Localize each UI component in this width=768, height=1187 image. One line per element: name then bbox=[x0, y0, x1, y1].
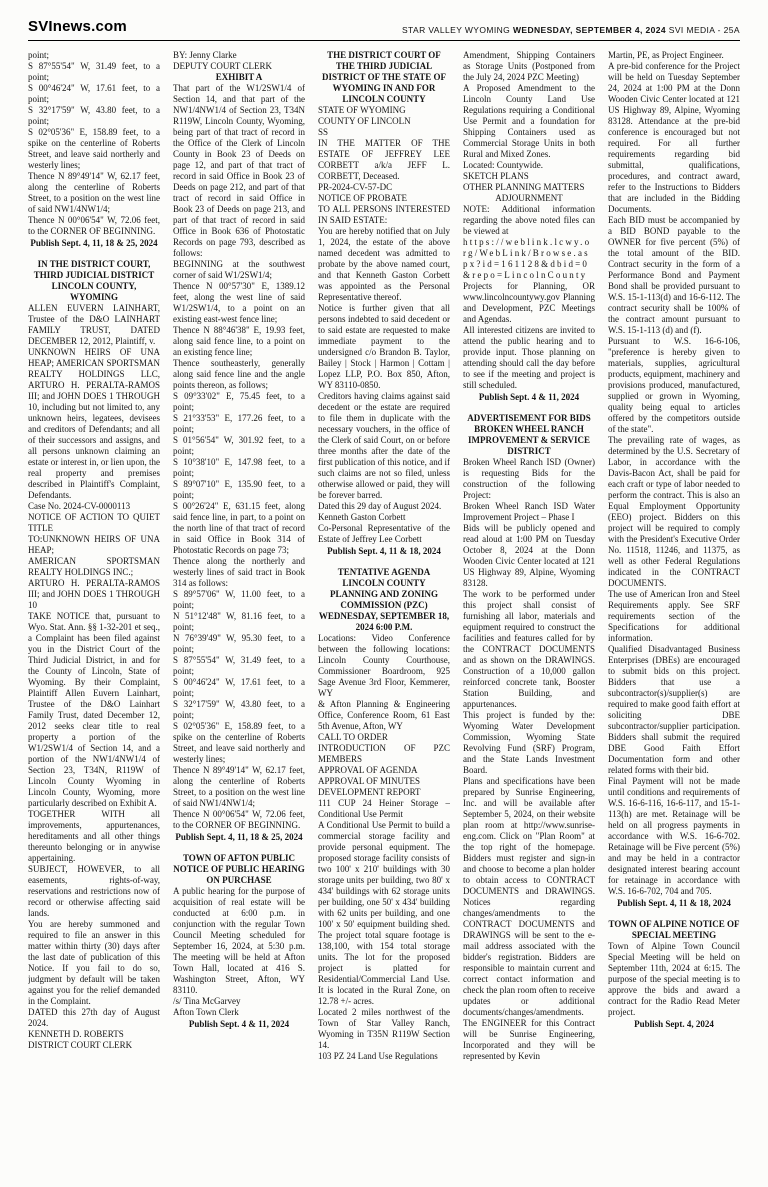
notice-paragraph: UNKNOWN HEIRS OF UNA HEAP; AMERICAN SPORTSMAN REALTY HOLDINGS LLC, ARTURO H. PERALTA-RAMOS III; and JOHN DOES 1 THROUGH 10, including but not limited to, any unknown heirs, legatees, devisees and creditors of Defendants; and all of their successors and assigns, and all persons unknown claiming an estate or interest in, or lien upon, the real property and premises described in Plaintiff's Complaint, Defendants. bbox=[28, 347, 160, 500]
notice-paragraph: N 51°12'48" W, 81.16 feet, to a point; bbox=[173, 611, 305, 632]
publish-line: Publish Sept. 4 & 11, 2024 bbox=[188, 1019, 290, 1029]
notice-heading: TENTATIVE AGENDA LINCOLN COUNTY PLANNING AND ZONING COMMISSION (PZC) WEDNESDAY, SEPTEMBER 18, 2024 6:00 P.M. bbox=[318, 567, 450, 632]
notice-paragraph: S 00°46'24" W, 17.61 feet, to a point; bbox=[28, 83, 160, 104]
notice-paragraph: S 87°55'54" W, 31.49 feet, to a point; bbox=[173, 655, 305, 676]
notice-paragraph: DEVELOPMENT REPORT bbox=[318, 787, 421, 797]
notice-paragraph: S 01°56'54" W, 301.92 feet, to a point; bbox=[173, 435, 305, 456]
notice-paragraph: BEGINNING at the southwest corner of said W1/2SW1/4; bbox=[173, 259, 305, 280]
notice-paragraph: You are hereby summoned and required to file an answer in this matter within thirty (30) days after the last date of publication of this Notice. If you fail to do so, judgment by default will be taken against you for the relief demanded in the Complaint. bbox=[28, 919, 160, 1006]
notice-paragraph: SKETCH PLANS bbox=[463, 171, 529, 181]
notice-paragraph: Thence N 89°49'14" W, 62.17 feet, along the centerline of Roberts Street, to a position on the west line of said NW1/4NW1/4; bbox=[173, 765, 305, 808]
notice-paragraph: Amendment, Shipping Containers as Storage Units (Postponed from the July 24, 2024 PZC Meeting) bbox=[463, 50, 595, 82]
notice-paragraph: INTRODUCTION OF PZC MEMBERS bbox=[318, 743, 450, 764]
notice-paragraph: Projects for Planning, OR www.lincolncountywy.gov Planning and Development, PZC Meetings and Agendas. bbox=[463, 281, 595, 324]
notice-paragraph: Broken Wheel Ranch ISD (Owner) is requesting Bids for the construction of the following Project: bbox=[463, 457, 595, 500]
notice-paragraph: Each BID must be accompanied by a BID BOND payable to the OWNER for five percent (5%) of the total amount of the BID. Contract security in the form of a Performance Bond and Payment Bond shall be provided pursuant to W.S. 15-1-113(d) and 16-6-112. The contract security shall be 100% of the contract amount pursuant to W.S. 15-1-113 (d) and (f). bbox=[608, 215, 740, 335]
notice-paragraph: Pursuant to W.S. 16-6-106, "preference is hereby given to materials, supplies, agricultural products, equipment, machinery and provisions produced, manufactured, supplied or grown in Wyoming, quality being equal to articles offered by the competitors outside of the state". bbox=[608, 336, 740, 434]
legal-notices-section bbox=[0, 41, 768, 1182]
notice-paragraph: Plans and specifications have been prepared by Sunrise Engineering, Inc. and will be available after September 5, 2024, on their website plan room at http://www.sunrise-eng.com. Click on "Plan Room" at the top right of the homepage. Bidders must register and sign-in and choose to become a plan holder to obtain access to CONTRACT DOCUMENTS and DRAWINGS. Notices regarding changes/amendments to the CONTRACT DOCUMENTS and DRAWINGS will be sent to the e-mail address associated with the bidder's registration. Bidders are responsible to maintain current and correct contact information and check the plan room often to receive updates or additional documents/changes/amendments. The ENGINEER for this Contract will be Sunrise Engineering, Incorporated and they will be represented by Kevin bbox=[463, 776, 595, 1061]
notice-paragraph: The use of American Iron and Steel Requirements apply. See SRF requirements section of the Specifications for additional information. bbox=[608, 589, 740, 643]
notice-paragraph: ALLEN EUVERN LAINHART, Trustee of the D&O LAINHART FAMILY TRUST, DATED DECEMBER 12, 2012, Plaintiff, v. bbox=[28, 303, 160, 346]
notice-paragraph: KENNETH D. ROBERTS bbox=[28, 1029, 124, 1039]
notice-paragraph: Case No. 2024-CV-0000113 bbox=[28, 501, 131, 511]
notice-paragraph: A Proposed Amendment to the Lincoln County Land Use Regulations requiring a Conditional Use Permit and a foundation for Shipping Containers used as Commercial Storage Units in both Rural and Mixed Zones. bbox=[463, 83, 595, 159]
notice-paragraph: S 89°57'06" W, 11.00 feet, to a point; bbox=[173, 589, 305, 610]
notice-subheading: EXHIBIT A bbox=[215, 72, 263, 82]
notice-paragraph: That part of the W1/2SW1/4 of Section 14, and that part of the NW1/4NW1/4 of Section 23, T34N R119W, Lincoln County, Wyoming, being part of that tract of record in the Office of the Clerk of Lincoln County in Book 23 of Deeds on page 12, and part of that tract of record in said Office in Book 23 of Deeds on page 212, and part of that tract of record in said Office in Book 23 of Deeds on page 213, and part of that tract of record in said Office in Book 636 of Photostatic Records on page 793, described as follows: bbox=[173, 83, 305, 258]
notice-paragraph: A public hearing for the purpose of acquisition of real estate will be conducted at 6:00 p.m. in conjunction with the regular Town Council Meeting scheduled for September 16, 2024, at 5:30 p.m. The meeting will be held at Afton Town Hall, located at 416 S. Washington Street, Afton, WY 83110. bbox=[173, 886, 305, 995]
notice-paragraph: TOGETHER WITH all improvements, appurtenances, hereditaments and all other things thereunto belonging or in anywise appertaining. bbox=[28, 809, 160, 863]
notice-heading: ADVERTISEMENT FOR BIDS BROKEN WHEEL RANCH IMPROVEMENT & SERVICE DISTRICT bbox=[467, 413, 591, 456]
notice-paragraph: Dated this 29 day of August 2024. bbox=[318, 501, 442, 511]
masthead bbox=[0, 0, 768, 40]
news-column-4 bbox=[463, 50, 595, 1172]
notice-paragraph: ARTURO H. PERALTA-RAMOS III; and JOHN DOES 1 THROUGH 10 bbox=[28, 578, 160, 610]
news-column-3 bbox=[318, 50, 450, 1172]
notice-paragraph: DATED this 27th day of August 2024. bbox=[28, 1007, 160, 1028]
notice-paragraph: NOTICE OF ACTION TO QUIET TITLE bbox=[28, 512, 160, 533]
notice-heading: IN THE DISTRICT COURT, THIRD JUDICIAL DISTRICT LINCOLN COUNTY, WYOMING bbox=[33, 259, 155, 302]
notice-paragraph: PR-2024-CV-57-DC bbox=[318, 182, 393, 192]
notice-paragraph: Co-Personal Representative of the Estate of Jeffrey Lee Corbett bbox=[318, 523, 450, 544]
notice-paragraph: N 76°39'49" W, 95.30 feet, to a point; bbox=[173, 633, 305, 654]
notice-paragraph: A pre-bid conference for the Project will be held on Tuesday September 24, 2024 at 1:00 PM at the Donn Wooden Civic Center located at 121 US Highway 89, Alpine, Wyoming 83128. Attendance at the pre-bid conference is encouraged but not required. For all further requirements regarding bid submittal, qualifications, procedures, and contract award, refer to the Instructions to Bidders that are included in the Bidding Documents. bbox=[608, 61, 740, 214]
notice-paragraph: OTHER PLANNING MATTERS bbox=[463, 182, 585, 192]
notice-paragraph: You are hereby notified that on July 1, 2024, the estate of the above named decedent was admitted to probate by the above named court, and that Kenneth Gaston Corbett was appointed as the Personal Representative thereof. bbox=[318, 226, 450, 302]
notice-paragraph: Locations: Video Conference between the following locations: Lincoln County Courthouse, Commissioner Boardroom, 925 Sage Avenue 3rd Floor, Kemmerer, WY bbox=[318, 633, 450, 698]
notice-paragraph: S 32°17'59" W, 43.80 feet, to a point; bbox=[28, 105, 160, 126]
masthead-date: WEDNESDAY, SEPTEMBER 4, 2024 bbox=[512, 25, 667, 35]
notice-paragraph: point; bbox=[28, 50, 50, 60]
notice-paragraph: S 21°33'53" E, 177.26 feet, to a point; bbox=[173, 413, 305, 434]
notice-paragraph: Kenneth Gaston Corbett bbox=[318, 512, 406, 522]
publish-line: Publish Sept. 4, 11 & 18, 2024 bbox=[617, 898, 731, 908]
site-name: SVInews.com bbox=[28, 18, 127, 35]
notice-paragraph: S 87°55'54" W, 31.49 feet, to a point; bbox=[28, 61, 160, 82]
notice-paragraph: Bids will be publicly opened and read aloud at 1:00 PM on Tuesday October 8, 2024 at the Donn Wooden Civic Center located at 121 US Highway 89, Alpine, Wyoming 83128. bbox=[463, 523, 595, 588]
publish-line: Publish Sept. 4 & 11, 2024 bbox=[478, 392, 580, 402]
notice-paragraph: COUNTY OF LINCOLN bbox=[318, 116, 411, 126]
notice-paragraph: S 09°33'02" E, 75.45 feet, to a point; bbox=[173, 391, 305, 412]
notice-paragraph: The prevailing rate of wages, as determined by the U.S. Secretary of Labor, in accordance with the Davis-Bacon Act, shall be paid for each craft or type of labor needed to perform the contract. This is also an Equal Employment Opportunity (EEO) project. Bidders on this project will be required to comply with the President's Executive Order No. 11518, 11246, and 11375, as well as other Federal Regulations indicated in the CONTRACT DOCUMENTS. bbox=[608, 435, 740, 588]
notice-paragraph: IN THE MATTER OF THE ESTATE OF JEFFREY LEE CORBETT a/k/a JEFF L. CORBETT, Deceased. bbox=[318, 138, 450, 181]
news-column-5 bbox=[608, 50, 740, 1172]
notice-paragraph: Qualified Disadvantaged Business Enterprises (DBEs) are encouraged to submit bids on this project. Bidders that use a subcontractor(s)/supplier(s) are required to make good faith effort at soliciting DBE subcontractor/supplier participation. Bidders shall submit the required DBE Good Faith Effort Documentation form and other related forms with their bid. bbox=[608, 644, 740, 775]
notice-paragraph: SUBJECT, HOWEVER, to all easements, rights-of-way, reservations and restrictions now of record or otherwise affecting said lands. bbox=[28, 864, 160, 918]
masthead-location: STAR VALLEY WYOMING bbox=[401, 25, 511, 35]
notice-paragraph: DEPUTY COURT CLERK bbox=[173, 61, 272, 71]
notice-paragraph: CALL TO ORDER bbox=[318, 732, 388, 742]
publish-line: Publish Sept. 4, 11, 18 & 25, 2024 bbox=[30, 238, 158, 248]
notice-paragraph: This project is funded by the: Wyoming Water Development Commission, Wyoming State Revolving Fund (SRF) Program, and the State Lands Investment Board. bbox=[463, 710, 595, 775]
notice-paragraph: SS bbox=[318, 127, 329, 137]
news-column-2 bbox=[173, 50, 305, 1172]
masthead-meta bbox=[402, 25, 740, 35]
notice-paragraph: 103 PZ 24 Land Use Regulations bbox=[318, 1051, 438, 1061]
notice-paragraph: /s/ Tina McGarvey bbox=[173, 996, 241, 1006]
notice-paragraph: Broken Wheel Ranch ISD Water Improvement Project – Phase I bbox=[463, 501, 595, 522]
notice-paragraph: TO ALL PERSONS INTERESTED IN SAID ESTATE: bbox=[318, 204, 450, 225]
notice-paragraph: DISTRICT COURT CLERK bbox=[28, 1040, 133, 1050]
notice-paragraph: The work to be performed under this project shall consist of furnishing all labor, materials and equipment required to construct the facilities and features called for by the CONTRACT DOCUMENTS and as shown on the DRAWINGS. Construction of a 10,000 gallon reinforced concrete tank, Booster Station Building, and appurtenances. bbox=[463, 589, 595, 709]
notice-paragraph: STATE OF WYOMING bbox=[318, 105, 406, 115]
notice-heading: TOWN OF AFTON PUBLIC NOTICE OF PUBLIC HEARING ON PURCHASE bbox=[173, 853, 305, 885]
notice-paragraph: 111 CUP 24 Heiner Storage – Conditional Use Permit bbox=[318, 798, 450, 819]
notice-paragraph: Town of Alpine Town Council Special Meeting will be held on September 11th, 2024 at 6:15. The purpose of the special meeting is to approve the bids and award a contract for the Radio Read Meter project. bbox=[608, 941, 740, 1017]
publish-line: Publish Sept. 4, 11 & 18, 2024 bbox=[327, 546, 441, 556]
masthead-page-number: SVI MEDIA - 25A bbox=[668, 25, 740, 35]
notice-paragraph: BY: Jenny Clarke bbox=[173, 50, 237, 60]
notice-paragraph: NOTE: Additional information regarding the above noted files can be viewed at bbox=[463, 204, 595, 236]
notice-paragraph: All interested citizens are invited to attend the public hearing and to provide input. Those planning on attending should call the day before to see if the meeting and project is still scheduled. bbox=[463, 325, 595, 390]
notice-paragraph: Located: Countywide. bbox=[463, 160, 543, 170]
notice-paragraph: Notice is further given that all persons indebted to said decedent or to said estate are requested to make immediate payment to the undersigned c/o Brandon B. Taylor, Bailey | Stock | Harmon | Cottam | Lopez LLP, P.O. Box 850, Afton, WY 83110-0850. bbox=[318, 303, 450, 390]
notice-paragraph: TO:UNKNOWN HEIRS OF UNA HEAP; bbox=[28, 534, 160, 555]
notice-paragraph: Thence N 89°49'14" W, 62.17 feet, along the centerline of Roberts Street, to a position on the west line of said NW1/4NW1/4; bbox=[28, 171, 160, 214]
notice-paragraph: Thence N 00°57'30" E, 1389.12 feet, along the west line of said W1/2SW1/4, to a point on an existing east-west fence line; bbox=[173, 281, 305, 324]
notice-paragraph: Martin, PE, as Project Engineer. bbox=[608, 50, 724, 60]
notice-paragraph: S 89°07'10" E, 135.90 feet, to a point; bbox=[173, 479, 305, 500]
notice-paragraph: Final Payment will not be made until conditions and requirements of W.S. 16-6-116, 16-6-117, and 15-1-113(h) are met. Retainage will be held on all progress payments in accordance with W.S. 16-6-702. Retainage will be Five percent (5%) and may be held in a contractor designated interest bearing account for retainage in accordance with W.S. 16-6-702, 704 and 705. bbox=[608, 776, 740, 896]
notice-paragraph: S 32°17'59" W, 43.80 feet, to a point; bbox=[173, 699, 305, 720]
notice-paragraph: S 00°26'24" E, 631.15 feet, along said fence line, in part, to a point on the north line of that tract of record in said Office in Book 314 of Photostatic Records on page 73; bbox=[173, 501, 305, 555]
notice-paragraph: S 02°05'36" E, 158.89 feet, to a spike on the centerline of Roberts Street, and leave said northerly and westerly lines; bbox=[28, 127, 160, 170]
notice-centered-line: ADJOURNMENT bbox=[495, 193, 563, 203]
notice-paragraph: Thence southeasterly, generally along said fence line and the angle points thereon, as follows; bbox=[173, 358, 305, 390]
notice-paragraph: Afton Town Clerk bbox=[173, 1007, 239, 1017]
notice-paragraph: AMERICAN SPORTSMAN REALTY HOLDINGS INC.; bbox=[28, 556, 160, 577]
notice-heading: TOWN OF ALPINE NOTICE OF SPECIAL MEETING bbox=[608, 919, 740, 940]
notice-paragraph: NOTICE OF PROBATE bbox=[318, 193, 408, 203]
notice-paragraph: Thence N 88°46'38" E, 19.93 feet, along said fence line, to a point on an existing fence line; bbox=[173, 325, 305, 357]
publish-line: Publish Sept. 4, 2024 bbox=[634, 1019, 714, 1029]
publish-line: Publish Sept. 4, 11, 18 & 25, 2024 bbox=[175, 832, 303, 842]
notice-paragraph: S 02°05'36" E, 158.89 feet, to a spike on the centerline of Roberts Street, and leave said northerly and westerly lines; bbox=[173, 721, 305, 764]
notice-paragraph: Creditors having claims against said decedent or the estate are required to file them in duplicate with the necessary vouchers, in the office of the Clerk of said Court, on or before three months after the date of the first publication of this notice, and if such claims are not so filed, unless otherwise allowed or paid, they will be forever barred. bbox=[318, 391, 450, 500]
notice-heading: THE DISTRICT COURT OF THE THIRD JUDICIAL DISTRICT OF THE STATE OF WYOMING IN AND FOR LINCOLN COUNTY bbox=[321, 50, 447, 104]
notice-paragraph: & Afton Planning & Engineering Office, Conference Room, 61 East 5th Avenue, Afton, WY bbox=[318, 699, 450, 731]
notice-paragraph: S 00°46'24" W, 17.61 feet, to a point; bbox=[173, 677, 305, 698]
notice-paragraph: TAKE NOTICE that, pursuant to Wyo. Stat. Ann. §§ 1-32-201 et seq., a Complaint has been filed against you in the District Court of the Third Judicial District, in and for the County of Lincoln, State of Wyoming. By their Complaint, Plaintiff Allen Euvern Lainhart, Trustee of the D&O Lainhart Family Trust, dated December 12, 2012 seeks clear title to real property a portion of the W1/2SW1/4 of Section 14, and a portion of the NW1/4NW1/4 of Section 23, T34N, R119W of Lincoln County Wyoming in Lincoln County, Wyoming, more particularly described on Exhibit A. bbox=[28, 611, 160, 808]
notice-paragraph: Located 2 miles northwest of the Town of Star Valley Ranch, Wyoming in T35N R119W Section 14. bbox=[318, 1007, 450, 1050]
notice-paragraph: APPROVAL OF MINUTES bbox=[318, 776, 421, 786]
notice-paragraph: Thence N 00°06'54" W, 72.06 feet, to the CORNER OF BEGINNING. bbox=[28, 215, 160, 236]
notice-url: https://weblink.lcwy.org/WebLink/Browse.aspx?id=161128&dbid=0&repo=LincolnCounty bbox=[463, 237, 592, 280]
notice-paragraph: APPROVAL OF AGENDA bbox=[318, 765, 418, 775]
notice-paragraph: Thence along the northerly and westerly lines of said tract in Book 314 as follows: bbox=[173, 556, 305, 588]
notice-paragraph: A Conditional Use Permit to build a commercial storage facility and provide personal equipment. The proposed storage facility consists of two 100' x 210' buildings with 30 storage units per building, two 80' x 434' buildings with 62 storage units per building, one 50' x 434' building with 62 units per building, and one 100' x 50' equipment building shed. The project total square footage is 138,100, with 154 total storage units. The lot for the proposed project is platted for Residential/Commercial Land Use. It is located in the Rural Zone, on 12.78 +/- acres. bbox=[318, 820, 450, 1006]
notice-paragraph: S 10°38'10" E, 147.98 feet, to a point; bbox=[173, 457, 305, 478]
news-column-1 bbox=[28, 50, 160, 1172]
notice-paragraph: Thence N 00°06'54" W, 72.06 feet, to the CORNER OF BEGINNING. bbox=[173, 809, 305, 830]
